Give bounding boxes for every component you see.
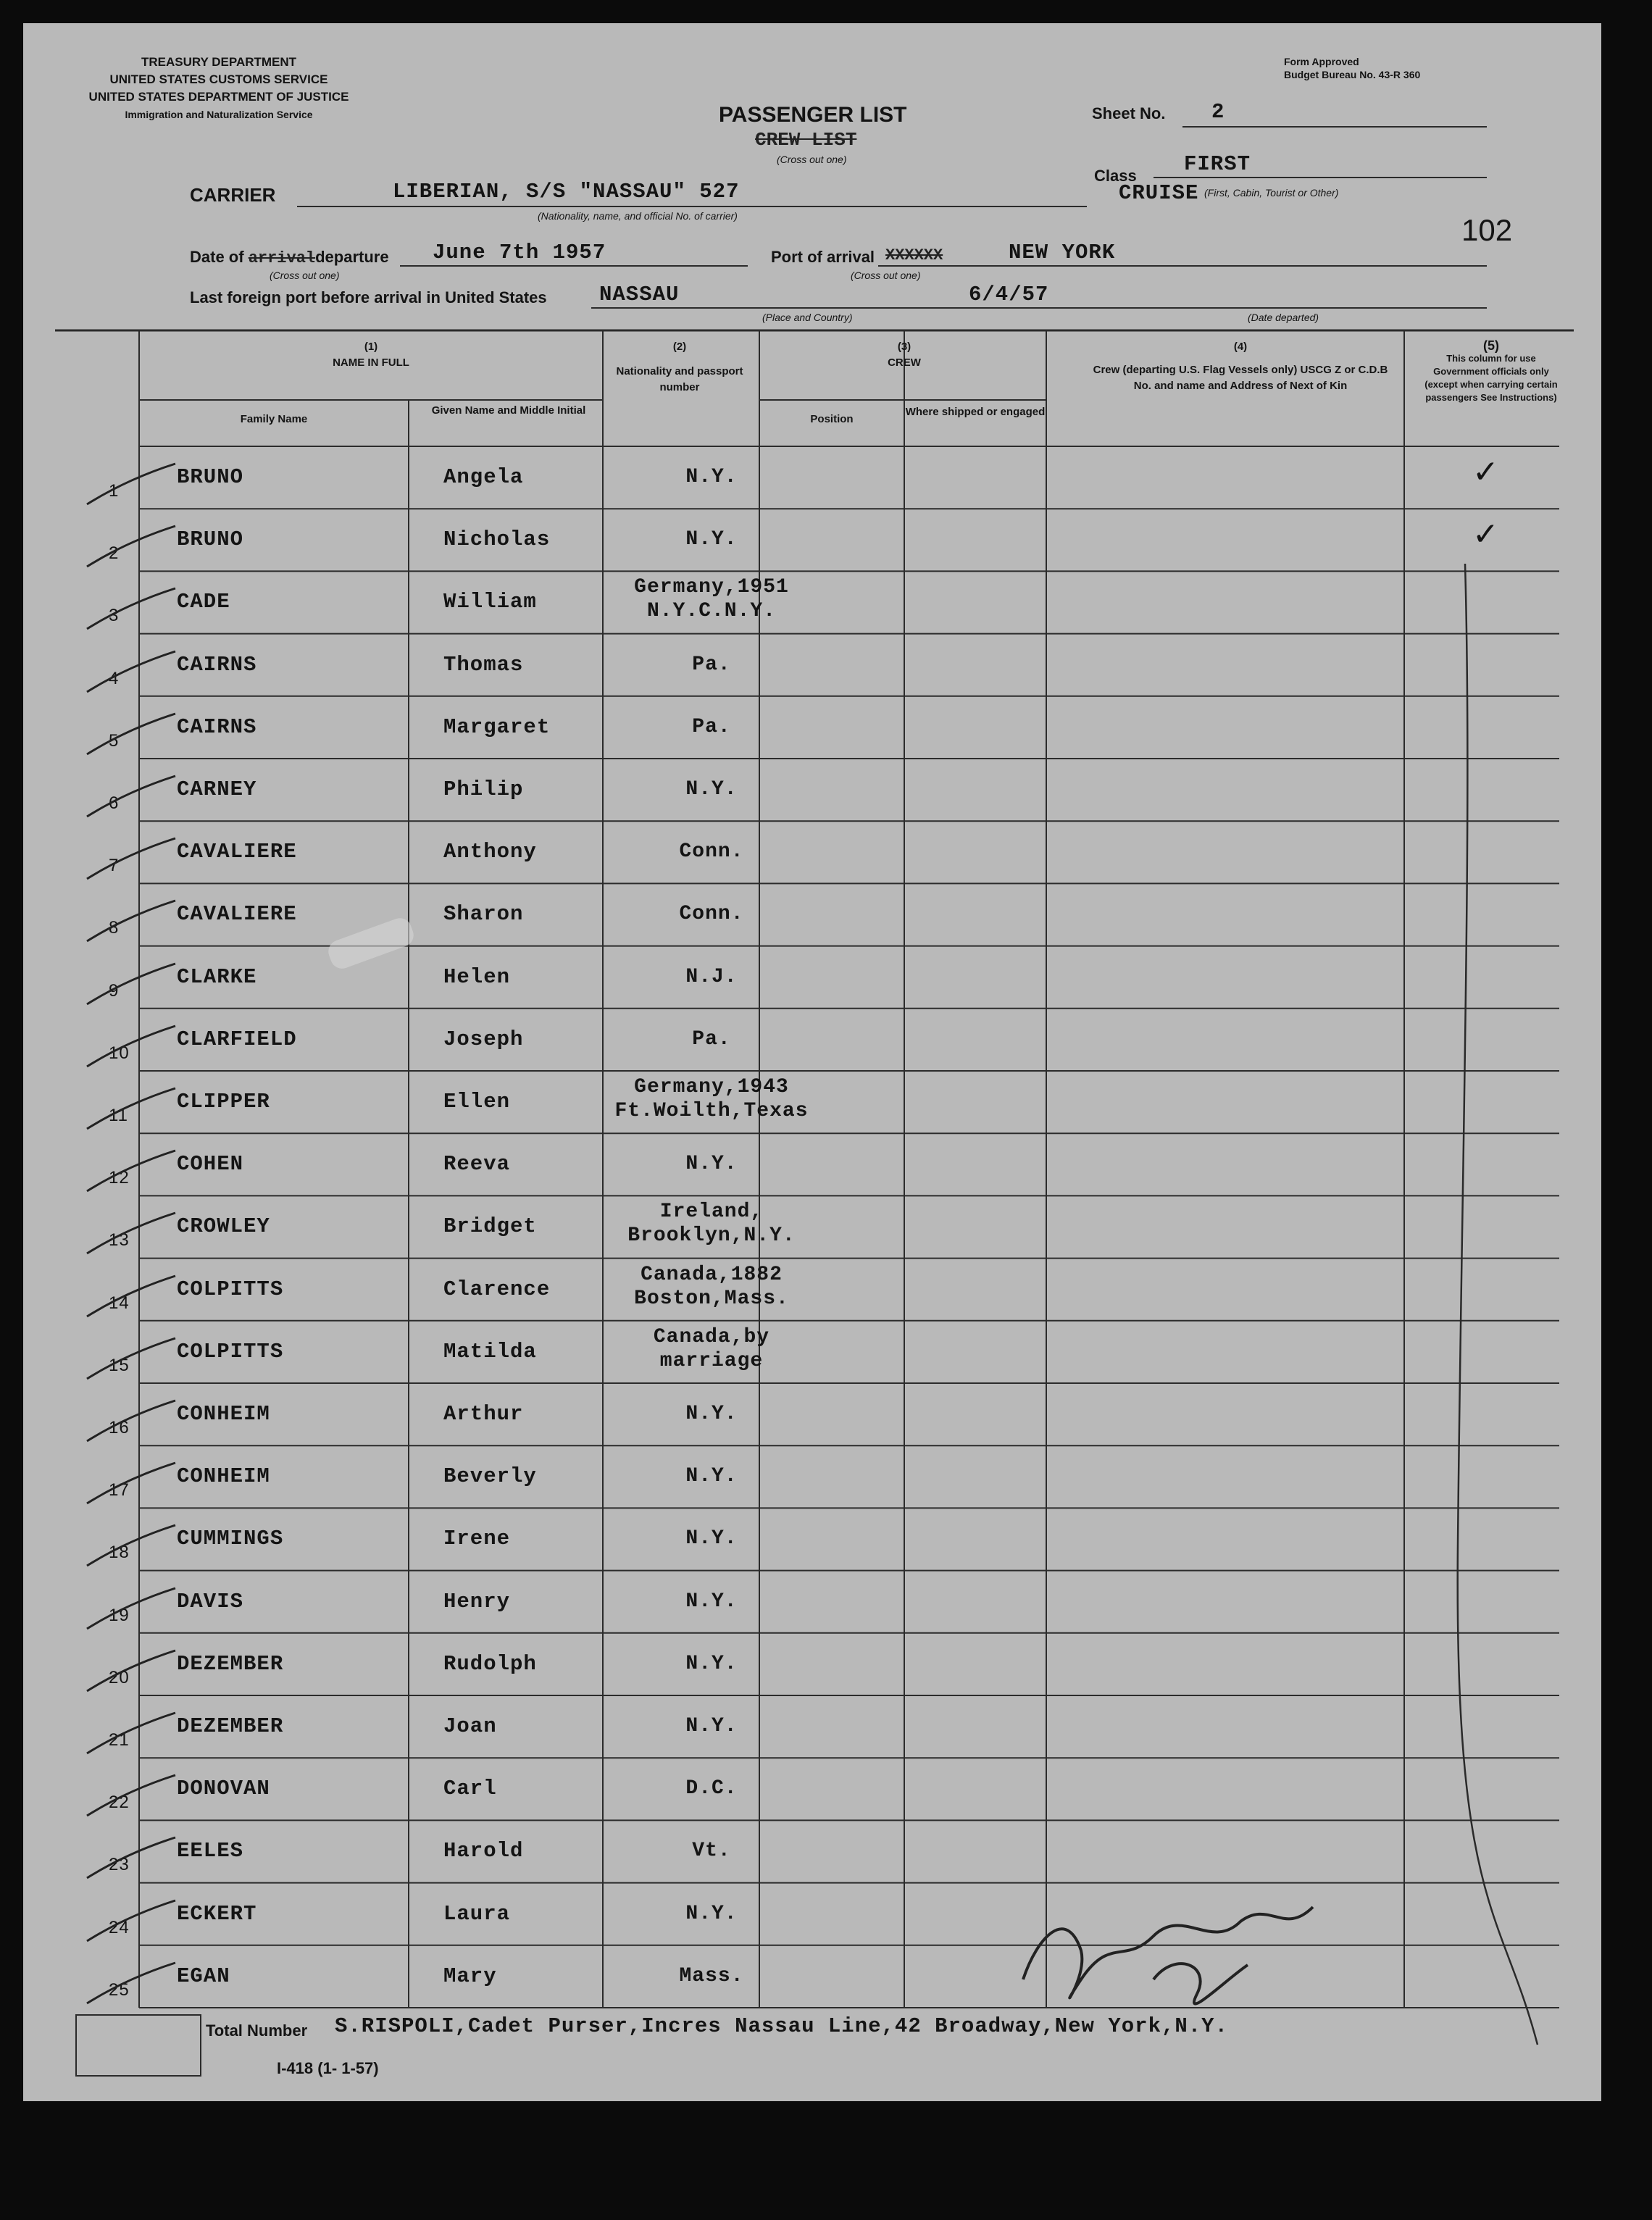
family-name-cell: EELES (177, 1839, 244, 1864)
budget-bureau: Budget Bureau No. 43-R 360 (1284, 69, 1421, 80)
nationality-line: N.J. (685, 965, 738, 988)
nationality-line: N.Y. (685, 1465, 738, 1488)
family-name-cell: DONOVAN (177, 1777, 270, 1801)
crew-header: CREW (888, 356, 921, 369)
nationality-line: Mass. (679, 1964, 744, 1987)
given-name-cell: Anthony (443, 840, 537, 864)
row-number: 21 (109, 1730, 130, 1750)
col2-number: (2) (672, 341, 687, 353)
carrier-value: LIBERIAN, S/S "NASSAU" 527 (393, 180, 740, 204)
total-box (75, 2014, 201, 2077)
given-name-cell: William (443, 590, 537, 614)
family-name-cell: BRUNO (177, 465, 244, 489)
page-title: PASSENGER LIST (719, 103, 907, 127)
family-name-cell: EGAN (177, 1964, 230, 1988)
family-name-cell: CLARFIELD (177, 1027, 297, 1051)
total-label: Total Number (206, 2021, 308, 2040)
sheet-label: Sheet No. (1092, 104, 1166, 122)
nationality-line: N.Y. (685, 1153, 738, 1176)
given-name-cell: Arthur (443, 1402, 524, 1426)
row-number: 10 (109, 1043, 130, 1063)
row-number: 6 (109, 793, 120, 813)
given-name-cell: Harold (443, 1839, 524, 1864)
family-name-cell: DAVIS (177, 1589, 244, 1614)
last-port-label: Last foreign port before arrival in United States (190, 288, 547, 306)
given-name-cell: Nicholas (443, 527, 551, 552)
nationality-line: N.Y. (685, 1902, 738, 1925)
given-name-cell: Ellen (443, 1090, 511, 1114)
row-number: 8 (109, 918, 120, 938)
position-header: Position (810, 413, 854, 425)
place-hint: (Place and Country) (762, 312, 853, 323)
row-number: 18 (109, 1543, 130, 1563)
col5-number: (5) (1483, 338, 1499, 353)
family-name-cell: DEZEMBER (177, 1651, 284, 1676)
sheet-number: 2 (1211, 100, 1225, 124)
agency-line-treasury: TREASURY DEPARTMENT (141, 55, 297, 69)
row-number: 24 (109, 1917, 130, 1937)
family-name-cell: COHEN (177, 1152, 244, 1177)
port-cross-note: (Cross out one) (851, 270, 921, 281)
family-name-cell: CLIPPER (177, 1090, 270, 1114)
given-name-cell: Carl (443, 1777, 497, 1801)
given-name-cell: Joan (443, 1714, 497, 1738)
given-name-cell: Sharon (443, 902, 524, 927)
crew-departing-header: Crew (departing U.S. Flag Vessels only) USCG Z or C.D.B No. and name and Address of Next of Kin (1093, 364, 1388, 392)
date-crossed: arrival (248, 249, 316, 267)
given-name-cell: Laura (443, 1901, 511, 1926)
row-number: 7 (109, 856, 120, 876)
shipped-header: Where shipped or engaged (905, 406, 1046, 418)
nationality-line: Conn. (679, 903, 744, 926)
nationality-line: Ireland, (659, 1201, 764, 1224)
given-name-cell: Angela (443, 465, 524, 489)
given-name-cell: Matilda (443, 1339, 537, 1364)
family-name-cell: CADE (177, 590, 230, 614)
date-label-a: Date of (190, 248, 244, 266)
page-number: 102 (1461, 213, 1513, 247)
given-name-cell: Helen (443, 964, 511, 989)
given-name-cell: Joseph (443, 1027, 524, 1051)
row-number: 9 (109, 980, 120, 1001)
official-check-mark: ✓ (1472, 516, 1500, 554)
carrier-label: CARRIER (190, 184, 276, 206)
official-check-mark: ✓ (1472, 454, 1500, 491)
date-cross-note: (Cross out one) (270, 270, 340, 281)
port-label: Port of arrival (771, 248, 875, 266)
row-number: 25 (109, 1979, 130, 2000)
given-name-cell: Clarence (443, 1277, 551, 1301)
agency-line-ins: Immigration and Naturalization Service (125, 109, 313, 120)
given-name-cell: Reeva (443, 1152, 511, 1177)
row-number: 14 (109, 1293, 130, 1313)
nationality-line: Canada,1882 (641, 1263, 783, 1286)
row-number: 12 (109, 1168, 130, 1188)
nationality-line: Germany,1951 (634, 576, 789, 599)
col1-number: (1) (364, 341, 378, 353)
nationality-line: Ft.Woilth,Texas (614, 1100, 809, 1122)
nationality-line: Pa. (692, 653, 731, 676)
cross-out-note: (Cross out one) (777, 154, 847, 165)
row-number: 5 (109, 730, 120, 751)
given-name-header: Given Name and Middle Initial (431, 404, 586, 417)
cruise-value: CRUISE (1119, 181, 1199, 205)
nationality-line: Vt. (692, 1840, 731, 1863)
nationality-line: N.Y. (685, 1403, 738, 1425)
row-number: 20 (109, 1667, 130, 1687)
given-name-cell: Irene (443, 1527, 511, 1551)
officials-header: This column for use Government officials only (except when carrying certain passengers See Instructions) (1424, 353, 1558, 403)
class-label: Class (1094, 167, 1137, 185)
nationality-header: Nationality and passport number (616, 365, 743, 393)
row-number: 19 (109, 1605, 130, 1625)
class-value: FIRST (1184, 152, 1251, 176)
date-label-b: departure (315, 248, 389, 266)
row-number: 22 (109, 1793, 130, 1813)
family-name-cell: ECKERT (177, 1901, 257, 1926)
family-name-cell: COLPITTS (177, 1339, 284, 1364)
nationality-line: Brooklyn,N.Y. (627, 1224, 796, 1248)
nationality-line: N.Y. (685, 1590, 738, 1613)
nationality-line: N.Y.C.N.Y. (646, 600, 777, 623)
given-name-cell: Mary (443, 1964, 497, 1988)
row-number: 11 (109, 1106, 128, 1125)
departure-date: June 7th 1957 (433, 241, 606, 264)
family-name-cell: COLPITTS (177, 1277, 284, 1301)
date-departed-value: 6/4/57 (969, 283, 1049, 306)
nationality-line: N.Y. (685, 466, 738, 488)
row-number: 17 (109, 1480, 130, 1501)
crossed-title: CREW LIST (755, 129, 857, 151)
row-number: 13 (109, 1230, 130, 1251)
form-approved: Form Approved (1284, 56, 1359, 67)
row-number: 1 (109, 481, 120, 501)
given-name-cell: Philip (443, 777, 524, 801)
nationality-line: N.Y. (685, 1527, 738, 1551)
nationality-line: N.Y. (685, 778, 738, 801)
last-port-value: NASSAU (599, 283, 680, 306)
family-name-cell: CARNEY (177, 777, 257, 801)
col3-number: (3) (897, 341, 911, 353)
given-name-cell: Thomas (443, 652, 524, 677)
row-number: 4 (109, 668, 120, 688)
family-name-cell: CAIRNS (177, 714, 257, 739)
family-name-cell: CONHEIM (177, 1464, 270, 1489)
nationality-line: N.Y. (685, 1715, 738, 1737)
given-name-cell: Margaret (443, 714, 551, 739)
port-value: NEW YORK (1009, 241, 1116, 264)
family-name-cell: CAVALIERE (177, 840, 297, 864)
col1-title: NAME IN FULL (333, 356, 409, 369)
row-number: 16 (109, 1418, 130, 1437)
purser-line: S.RISPOLI,Cadet Purser,Incres Nassau Line,42 Broadway,New York,N.Y. (335, 2014, 1228, 2038)
given-name-cell: Beverly (443, 1464, 537, 1489)
class-hint: (First, Cabin, Tourist or Other) (1204, 187, 1339, 199)
carrier-hint: (Nationality, name, and official No. of carrier) (538, 210, 738, 222)
port-crossed: XXXXXX (885, 246, 943, 264)
family-name-cell: CAVALIERE (177, 902, 297, 927)
given-name-cell: Henry (443, 1589, 511, 1614)
agency-line-justice: UNITED STATES DEPARTMENT OF JUSTICE (88, 90, 349, 104)
family-name-cell: DEZEMBER (177, 1714, 284, 1738)
nationality-line: N.Y. (685, 528, 738, 551)
nationality-line: Pa. (692, 715, 731, 738)
family-name-cell: CONHEIM (177, 1402, 270, 1426)
row-number: 3 (109, 606, 120, 626)
nationality-line: D.C. (685, 1777, 738, 1800)
given-name-cell: Bridget (443, 1214, 537, 1239)
nationality-line: Germany,1943 (634, 1076, 789, 1098)
nationality-line: Boston,Mass. (634, 1287, 789, 1310)
handwritten-marks (23, 23, 1601, 2101)
family-name-header: Family Name (240, 413, 308, 425)
row-number: 23 (109, 1855, 130, 1875)
nationality-line: Pa. (692, 1027, 731, 1051)
nationality-line: marriage (659, 1349, 764, 1372)
agency-line-customs: UNITED STATES CUSTOMS SERVICE (109, 72, 328, 86)
form-code: I-418 (1- 1-57) (277, 2059, 379, 2077)
family-name-cell: CLARKE (177, 964, 257, 989)
nationality-line: Canada,by (653, 1325, 770, 1348)
family-name-cell: CROWLEY (177, 1214, 270, 1239)
passenger-list-sheet (23, 23, 1601, 2101)
family-name-cell: BRUNO (177, 527, 244, 552)
col4-number: (4) (1233, 341, 1248, 353)
given-name-cell: Rudolph (443, 1651, 537, 1676)
nationality-line: N.Y. (685, 1652, 738, 1675)
family-name-cell: CUMMINGS (177, 1527, 284, 1551)
date-departed-hint: (Date departed) (1248, 312, 1319, 323)
row-number: 2 (109, 543, 120, 564)
family-name-cell: CAIRNS (177, 652, 257, 677)
nationality-line: Conn. (679, 840, 744, 864)
row-number: 15 (109, 1355, 130, 1375)
